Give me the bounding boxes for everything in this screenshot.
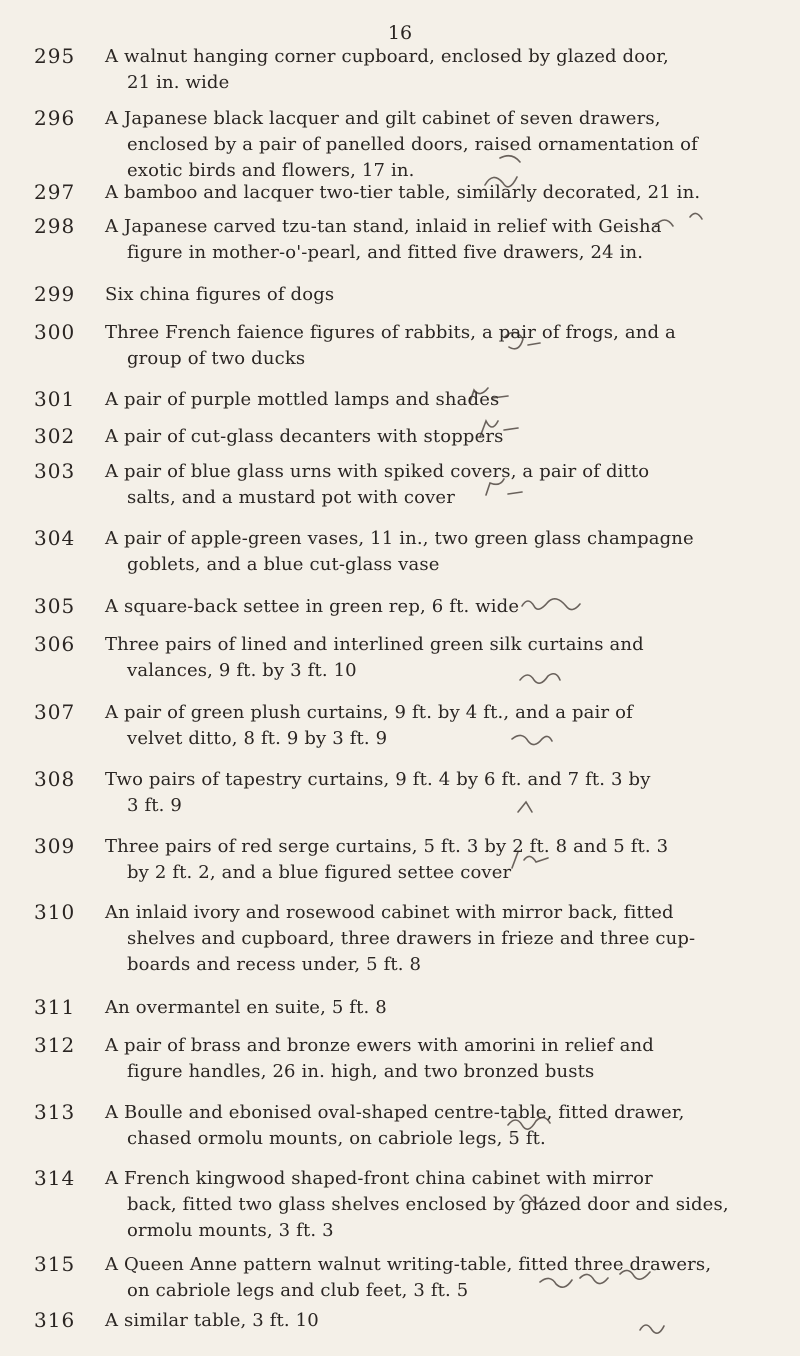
lot-description: A Japanese carved tzu-tan stand, inlaid in relief with Geisha figure in mother-o'-pearl, and fitted five drawers, 24 in. [105,216,662,263]
lot-description: A French kingwood shaped-front china cabinet with mirror back, fitted two glass shelves enclosed by glazed door and sides, ormolu mounts, 3 ft. 3 [105,1168,729,1241]
lot-number: 315 [34,1252,76,1276]
lot-description: Two pairs of tapestry curtains, 9 ft. 4 by 6 ft. and 7 ft. 3 by 3 ft. 9 [105,769,651,816]
lot-description: A pair of brass and bronze ewers with amorini in relief and figure handles, 26 in. high, and two bronzed busts [105,1035,654,1082]
lot-number: 296 [34,106,76,130]
lot-number: 297 [34,180,76,204]
lot-number: 307 [34,700,76,724]
lot-number: 304 [34,526,76,550]
lot-description: A Japanese black lacquer and gilt cabinet of seven drawers, enclosed by a pair of panelled doors, raised ornamentation of exotic birds and flowers, 17 in. [105,108,698,181]
lot-number: 308 [34,767,76,791]
lot-description: Six china figures of dogs [105,284,335,305]
lot-number: 314 [34,1166,76,1190]
lot-number: 295 [34,44,76,68]
lot-number: 302 [34,424,76,448]
lot-description: Three pairs of lined and interlined green silk curtains and valances, 9 ft. by 3 ft. 10 [105,634,644,681]
lot-number: 305 [34,594,76,618]
lot-description: A pair of blue glass urns with spiked covers, a pair of ditto salts, and a mustard pot with cover [105,461,650,508]
lot-description: A similar table, 3 ft. 10 [105,1310,319,1331]
lot-description: A pair of cut-glass decanters with stoppers [105,426,504,447]
lot-description: A square-back settee in green rep, 6 ft. wide [105,596,520,617]
lot-number: 300 [34,320,76,344]
lot-description: A Boulle and ebonised oval-shaped centre-table, fitted drawer, chased ormolu mounts, on cabriole legs, 5 ft. [105,1102,685,1149]
lot-number: 313 [34,1100,76,1124]
lot-description: A walnut hanging corner cupboard, enclosed by glazed door, 21 in. wide [105,46,669,93]
lot-description: A bamboo and lacquer two-tier table, similarly decorated, 21 in. [105,182,701,203]
lot-number: 309 [34,834,76,858]
page-number: 16 [387,22,413,44]
lot-description: A pair of purple mottled lamps and shades [105,389,500,410]
lot-number: 299 [34,282,76,306]
lot-description: A pair of apple-green vases, 11 in., two green glass champagne goblets, and a blue cut-glass vase [105,528,694,575]
lot-description: An inlaid ivory and rosewood cabinet with mirror back, fitted shelves and cupboard, three drawers in frieze and three cup- boards and recess under, 5 ft. 8 [105,902,696,975]
lot-description: A pair of green plush curtains, 9 ft. by 4 ft., and a pair of velvet ditto, 8 ft. 9 by 3 ft. 9 [105,702,633,749]
lot-number: 310 [34,900,76,924]
lot-number: 306 [34,632,76,656]
lot-description: Three pairs of red serge curtains, 5 ft. 3 by 2 ft. 8 and 5 ft. 3 by 2 ft. 2, and a blue figured settee cover [105,836,669,883]
lot-number: 312 [34,1033,76,1057]
lot-number: 316 [34,1308,76,1332]
lot-description: Three French faience figures of rabbits, a pair of frogs, and a group of two ducks [105,322,676,369]
lot-number: 303 [34,459,76,483]
lot-number: 311 [34,995,76,1019]
lot-number: 301 [34,387,76,411]
lot-number: 298 [34,214,76,238]
lot-description: A Queen Anne pattern walnut writing-table, fitted three drawers, on cabriole legs and club feet, 3 ft. 5 [105,1254,712,1301]
lot-description: An overmantel en suite, 5 ft. 8 [105,997,387,1018]
